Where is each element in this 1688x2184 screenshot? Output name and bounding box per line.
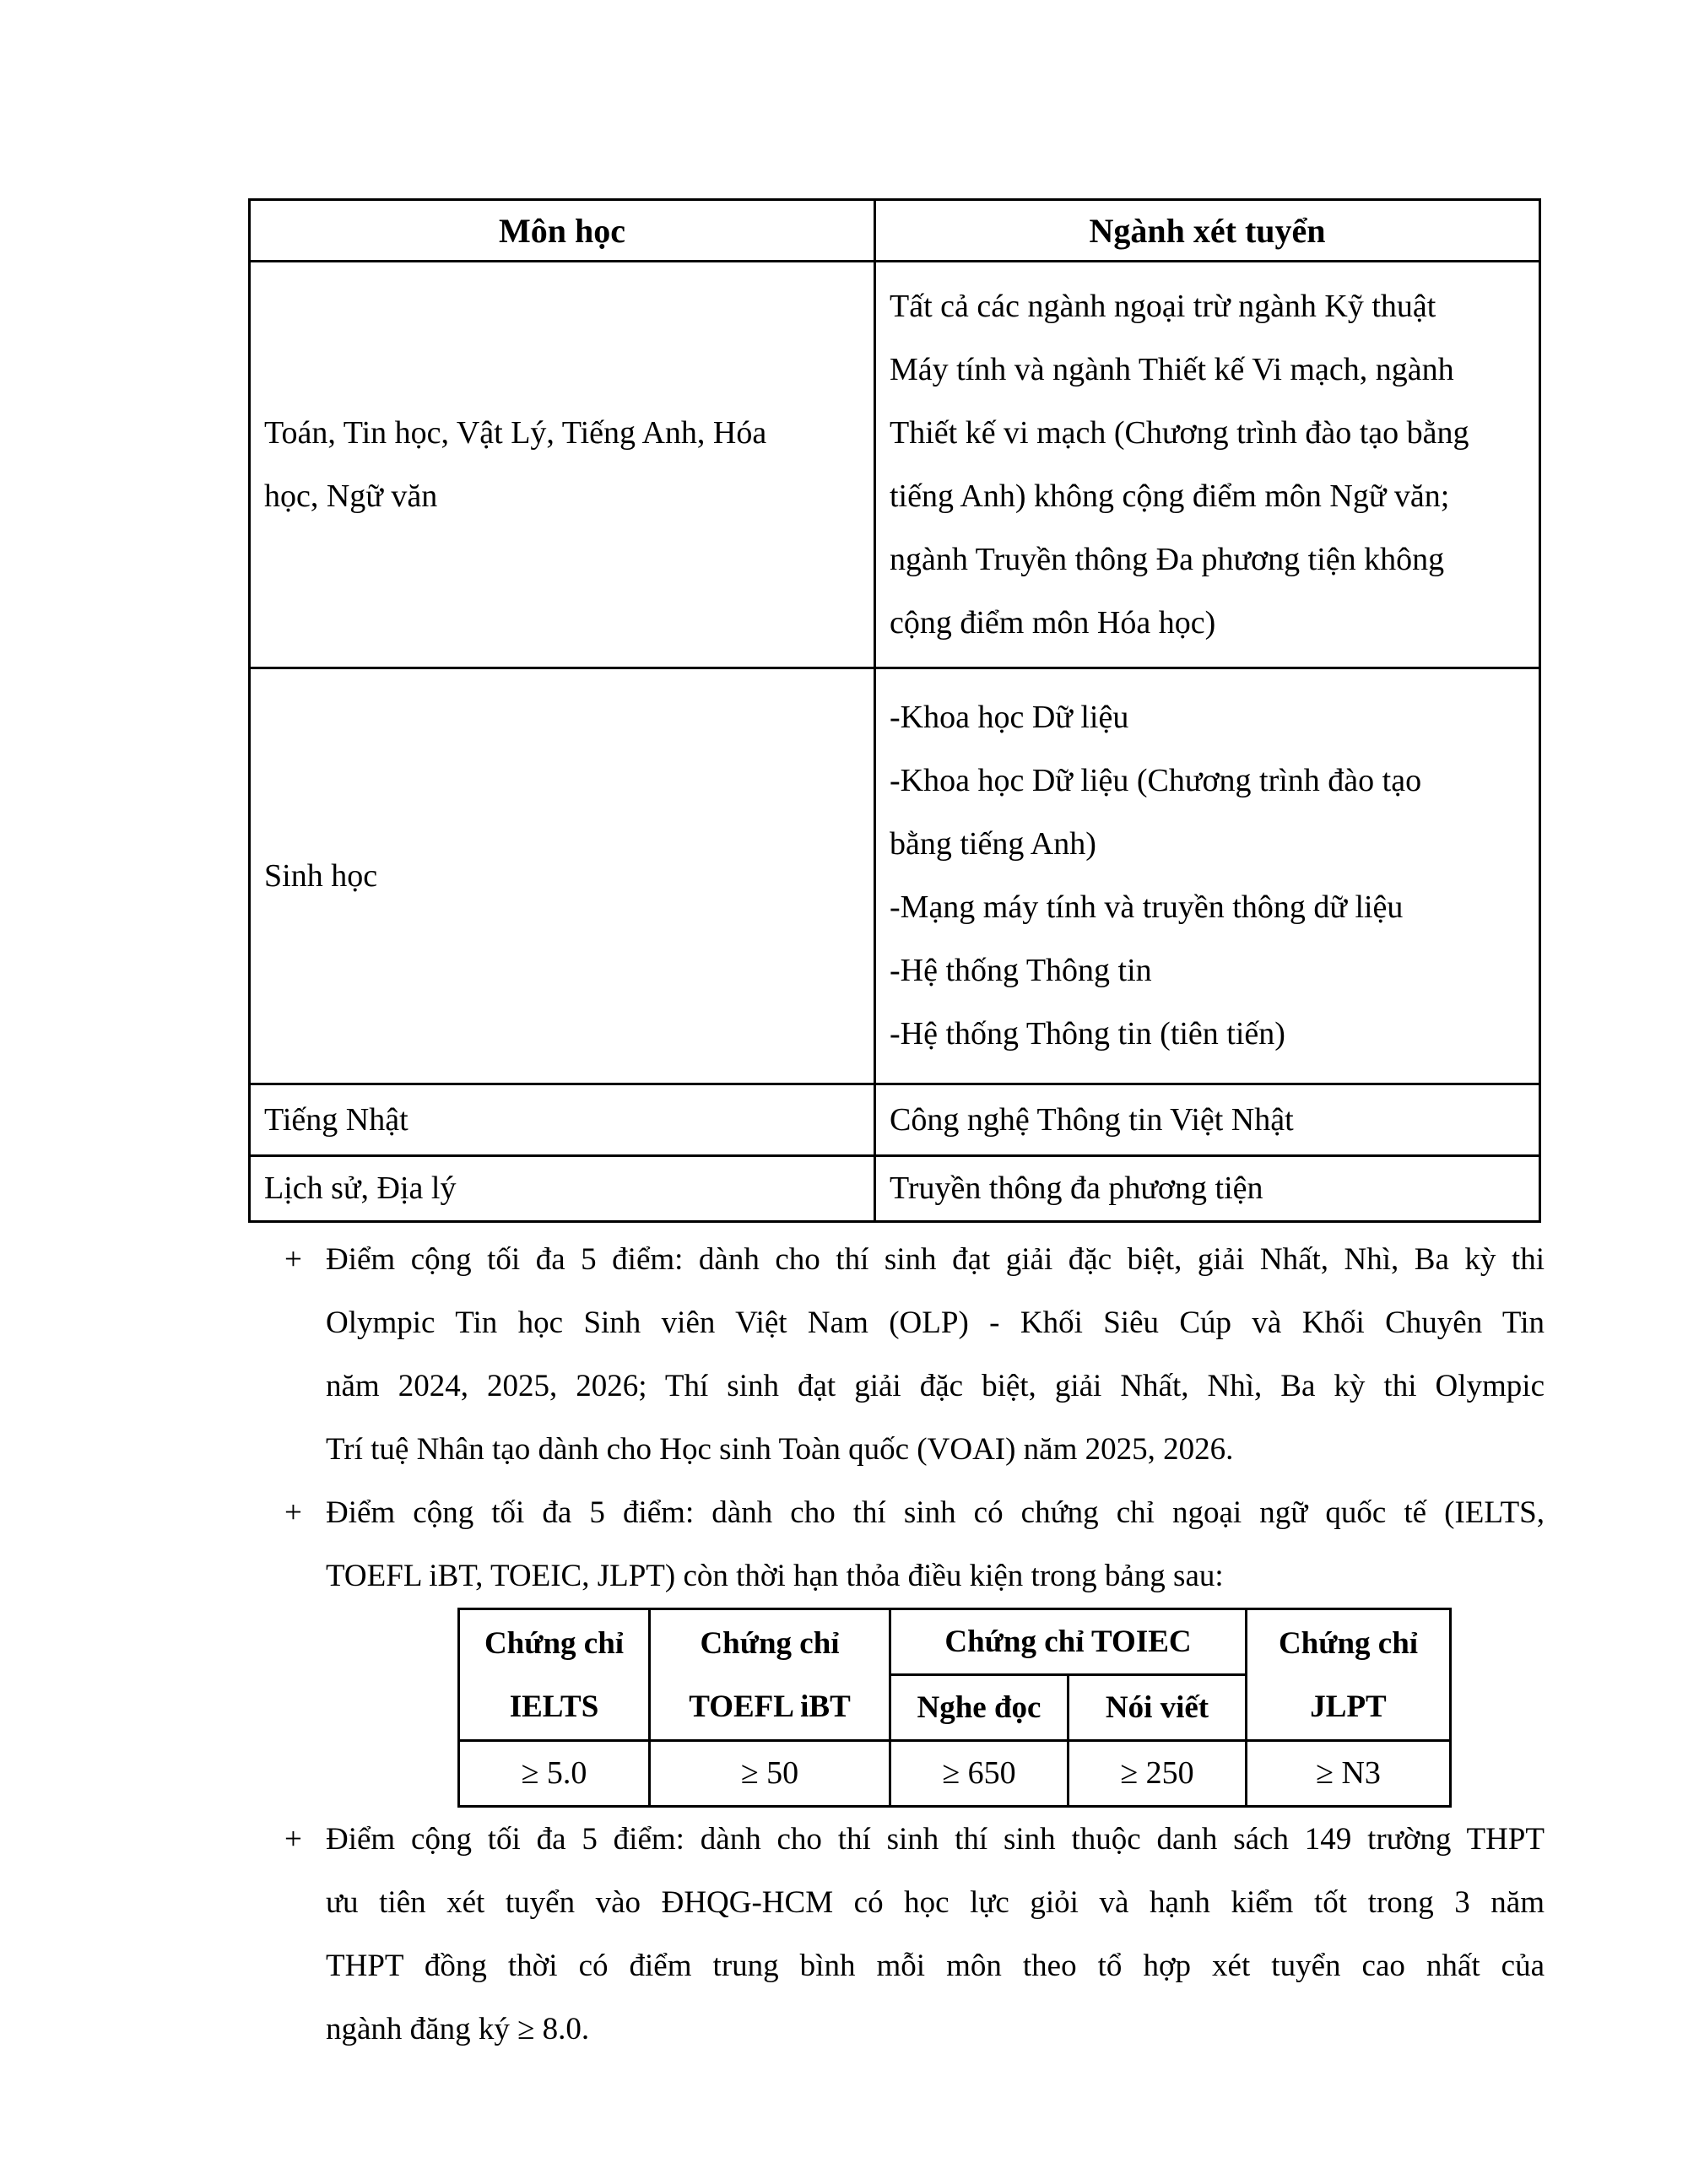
text-line: Điểm cộng tối đa 5 điểm: dành cho thí sinh có chứng chỉ ngoại ngữ quốc tế (IELTS,: [326, 1495, 1545, 1530]
text-line: Trí tuệ Nhân tạo dành cho Học sinh Toàn quốc (VOAI) năm 2025, 2026.: [326, 1432, 1234, 1467]
text-line: -Mạng máy tính và truyền thông dữ liệu: [890, 889, 1404, 925]
text-line: ngành Truyền thông Đa phương tiện không: [890, 541, 1445, 577]
majors-cell: [875, 1084, 1540, 1156]
list-item: [248, 1481, 1545, 1608]
text-line: năm 2024, 2025, 2026; Thí sinh đạt giải đặc biệt, giải Nhất, Nhì, Ba kỳ thi Olympic: [326, 1369, 1545, 1403]
text-line: ngành đăng ký ≥ 8.0.: [326, 2012, 590, 2046]
subject-cell: [250, 668, 875, 1084]
value-cell-jlpt: ≥ N3: [1247, 1741, 1451, 1807]
text-line: bằng tiếng Anh): [890, 826, 1096, 862]
text-line: Nói viết: [1105, 1690, 1209, 1725]
text-line: Điểm cộng tối đa 5 điểm: dành cho thí sinh thí sinh thuộc danh sách 149 trường THPT: [326, 1822, 1545, 1857]
bullet-paragraph: [326, 1481, 1545, 1608]
bullet-marker: +: [284, 1242, 302, 1277]
text-line: Tất cả các ngành ngoại trừ ngành Kỹ thuật: [890, 288, 1436, 324]
text-line: cộng điểm môn Hóa học): [890, 604, 1216, 641]
certificates-table: [457, 1608, 1452, 1808]
table-row: [250, 1084, 1540, 1156]
text-line: Thiết kế vi mạch (Chương trình đào tạo bằng: [890, 414, 1469, 451]
table-header-row: [459, 1609, 1451, 1675]
header-cell-toefl: [650, 1609, 890, 1741]
text-line: THPT đồng thời có điểm trung bình mỗi môn theo tổ hợp xét tuyển cao nhất của: [326, 1949, 1545, 1983]
bullet-paragraph: [326, 1808, 1545, 2061]
text-line: Toán, Tin học, Vật Lý, Tiếng Anh, Hóa: [264, 414, 767, 451]
column-header-subject: Môn học: [250, 200, 875, 262]
text-line: -Hệ thống Thông tin (tiên tiến): [890, 1016, 1285, 1051]
table-values-row: [459, 1741, 1451, 1807]
subject-cell: [250, 1084, 875, 1156]
document-content: [248, 198, 1545, 2061]
text-line: Lịch sử, Địa lý: [264, 1170, 457, 1206]
majors-cell: [875, 262, 1540, 668]
table-header-row: [250, 200, 1540, 262]
text-line: Truyền thông đa phương tiện: [890, 1170, 1263, 1206]
bullet-marker: +: [284, 1822, 302, 1857]
text-line: Chứng chỉ: [700, 1625, 840, 1661]
value-cell-toeic-lr: ≥ 650: [890, 1741, 1069, 1807]
subject-cell: [250, 262, 875, 668]
text-line: Chứng chỉ TOIEC: [944, 1624, 1192, 1659]
text-line: -Khoa học Dữ liệu: [890, 700, 1129, 735]
bullet-marker: +: [284, 1495, 302, 1530]
table-row: [250, 262, 1540, 668]
value-cell-ielts: ≥ 5.0: [459, 1741, 650, 1807]
list-item: [248, 1228, 1545, 1481]
text-line: Chứng chỉ: [484, 1625, 625, 1661]
majors-cell: [875, 668, 1540, 1084]
text-line: Công nghệ Thông tin Việt Nhật: [890, 1101, 1294, 1138]
subject-cell: [250, 1156, 875, 1222]
text-line: Olympic Tin học Sinh viên Việt Nam (OLP) - Khối Siêu Cúp và Khối Chuyên Tin: [326, 1306, 1545, 1340]
text-line: Chứng chỉ: [1278, 1625, 1419, 1661]
header-cell-toeic: [890, 1609, 1247, 1675]
text-line: IELTS: [509, 1689, 599, 1724]
text-line: TOEFL iBT: [689, 1689, 851, 1724]
table-row: [250, 668, 1540, 1084]
text-line: Nghe đọc: [917, 1690, 1041, 1725]
text-line: Sinh học: [264, 857, 378, 894]
text-line: học, Ngữ văn: [264, 478, 438, 514]
header-cell-ielts: [459, 1609, 650, 1741]
subheader-cell-listening-reading: [890, 1675, 1069, 1741]
value-cell-toefl: ≥ 50: [650, 1741, 890, 1807]
subjects-majors-table: [248, 198, 1541, 1223]
column-header-major: Ngành xét tuyển: [875, 200, 1540, 262]
text-line: -Hệ thống Thông tin: [890, 953, 1152, 988]
bullet-paragraph: [326, 1228, 1545, 1481]
list-item: [248, 1808, 1545, 2061]
header-cell-jlpt: [1247, 1609, 1451, 1741]
subheader-cell-speaking-writing: [1069, 1675, 1247, 1741]
text-line: -Khoa học Dữ liệu (Chương trình đào tạo: [890, 763, 1422, 798]
text-line: Máy tính và ngành Thiết kế Vi mạch, ngành: [890, 351, 1454, 387]
majors-cell: [875, 1156, 1540, 1222]
text-line: Tiếng Nhật: [264, 1101, 408, 1138]
text-line: TOEFL iBT, TOEIC, JLPT) còn thời hạn thỏa điều kiện trong bảng sau:: [326, 1559, 1224, 1593]
text-line: JLPT: [1310, 1689, 1387, 1724]
text-line: Điểm cộng tối đa 5 điểm: dành cho thí sinh đạt giải đặc biệt, giải Nhất, Nhì, Ba kỳ thi: [326, 1242, 1545, 1277]
notes-list: [248, 1228, 1545, 2061]
text-line: tiếng Anh) không cộng điểm môn Ngữ văn;: [890, 478, 1450, 514]
text-line: ưu tiên xét tuyển vào ĐHQG-HCM có học lực giỏi và hạnh kiểm tốt trong 3 năm: [326, 1885, 1545, 1920]
value-cell-toeic-sw: ≥ 250: [1069, 1741, 1247, 1807]
table-row: [250, 1156, 1540, 1222]
